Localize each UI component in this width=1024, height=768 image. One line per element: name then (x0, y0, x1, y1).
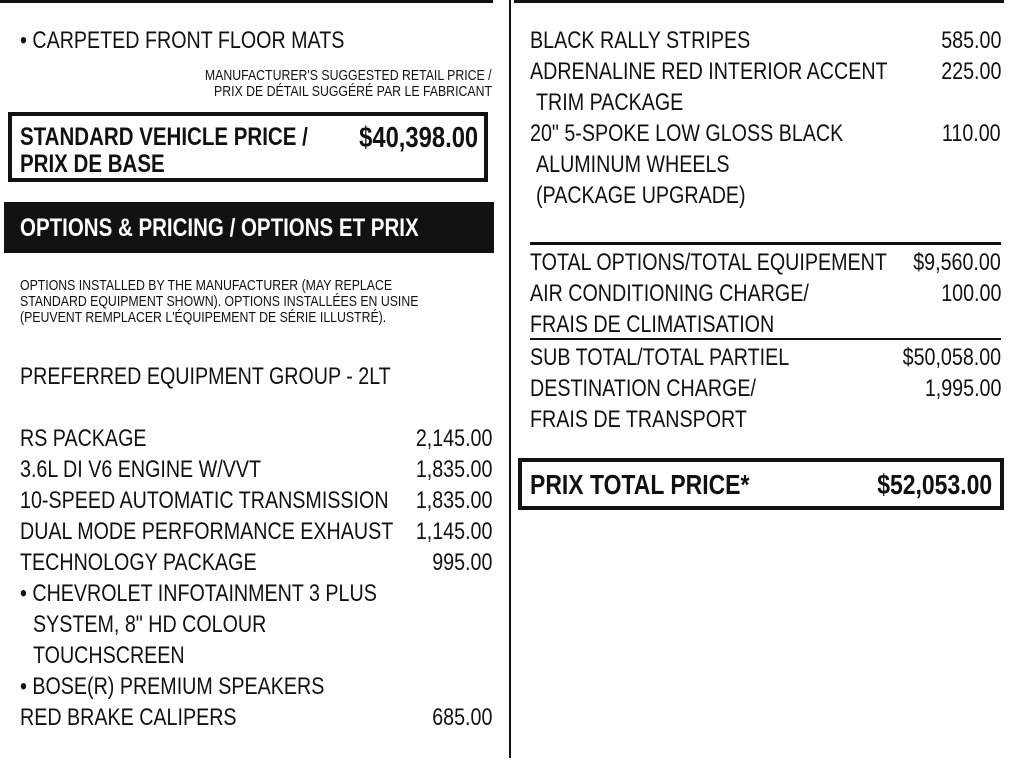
standard-price-label: STANDARD VEHICLE PRICE / PRIX DE BASE (20, 123, 308, 178)
list-item: ADRENALINE RED INTERIOR ACCENT 225.00 (530, 58, 1001, 85)
list-item-continuation: TRIM PACKAGE (536, 89, 684, 116)
destination-row: DESTINATION CHARGE/ 1,995.00 (530, 375, 1001, 402)
ac-charge-row: AIR CONDITIONING CHARGE/ 100.00 (530, 280, 1001, 307)
list-item: DUAL MODE PERFORMANCE EXHAUST 1,145.00 (20, 518, 492, 545)
sub-item: • BOSE(R) PREMIUM SPEAKERS (20, 673, 325, 700)
equipment-group: PREFERRED EQUIPMENT GROUP - 2LT (20, 363, 391, 390)
column-divider (509, 0, 511, 758)
list-item: BLACK RALLY STRIPES 585.00 (530, 27, 1001, 54)
list-item: 20" 5-SPOKE LOW GLOSS BLACK 110.00 (530, 120, 1001, 147)
options-header (4, 202, 494, 253)
list-item: RS PACKAGE 2,145.00 (20, 425, 492, 452)
standard-price-value: $40,398.00 (358, 122, 478, 154)
top-rule-left (0, 0, 493, 3)
floor-mats-line: • CARPETED FRONT FLOOR MATS (20, 27, 345, 54)
sub-item: SYSTEM, 8" HD COLOUR (33, 611, 267, 638)
options-header-text: OPTIONS & PRICING / OPTIONS ET PRIX (20, 214, 419, 242)
list-item-continuation: (PACKAGE UPGRADE) (536, 182, 746, 209)
standard-price-box (8, 112, 488, 182)
ac-charge-row-continuation: FRAIS DE CLIMATISATION (530, 311, 775, 338)
total-options-row: TOTAL OPTIONS/TOTAL EQUIPEMENT $9,560.00 (530, 249, 1001, 276)
list-item: 10-SPEED AUTOMATIC TRANSMISSION 1,835.00 (20, 487, 492, 514)
msrp-caption: MANUFACTURER'S SUGGESTED RETAIL PRICE / PRIX DE DÉTAIL SUGGÉRÉ PAR LE FABRICANT (205, 67, 492, 100)
total-price-box (518, 458, 1004, 510)
sub-item: • CHEVROLET INFOTAINMENT 3 PLUS (20, 580, 377, 607)
totals-rule-top (530, 242, 1001, 245)
list-item: RED BRAKE CALIPERS 685.00 (20, 704, 492, 731)
list-item: 3.6L DI V6 ENGINE W/VVT 1,835.00 (20, 456, 492, 483)
sub-item: TOUCHSCREEN (33, 642, 185, 669)
subtotal-row: SUB TOTAL/TOTAL PARTIEL $50,058.00 (530, 344, 1001, 371)
destination-row-continuation: FRAIS DE TRANSPORT (530, 406, 747, 433)
total-price-label: PRIX TOTAL PRICE* (530, 469, 750, 500)
left-option-list (20, 423, 492, 733)
list-item: TECHNOLOGY PACKAGE 995.00 (20, 549, 492, 576)
right-option-list (530, 25, 1001, 211)
options-disclaimer: OPTIONS INSTALLED BY THE MANUFACTURER (MAY REPLACE STANDARD EQUIPMENT SHOWN). OPTIONS INSTALLÉES EN USINE (PEUVENT REMPLACER L'ÉQUIPEMENT DE SÉRIE ILLUSTRÉ). (20, 277, 419, 326)
list-item-continuation: ALUMINUM WHEELS (536, 151, 730, 178)
subtotal-section (530, 342, 1001, 435)
top-rule-right (514, 0, 1004, 3)
subtotal-rule (530, 338, 1001, 340)
total-price-value: $52,053.00 (877, 469, 992, 500)
totals-section (530, 247, 1001, 340)
